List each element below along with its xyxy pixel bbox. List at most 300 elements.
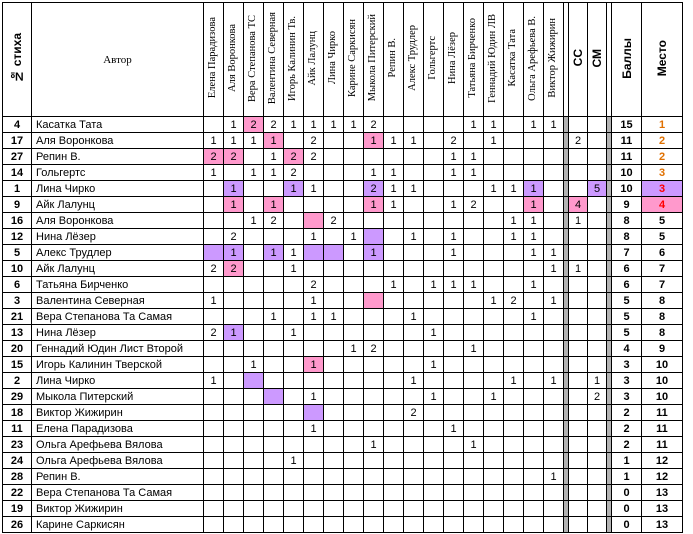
judge-score — [364, 357, 384, 373]
judge-score — [504, 117, 524, 133]
judge-score: 1 — [264, 245, 284, 261]
judge-score — [464, 453, 484, 469]
judge-score — [324, 373, 344, 389]
judge-score — [404, 245, 424, 261]
poem-number: 9 — [3, 197, 32, 213]
judge-score — [464, 373, 484, 389]
judge-score: 1 — [444, 197, 464, 213]
judge-score — [444, 517, 464, 533]
author-name: Айк Лалунц — [32, 261, 204, 277]
judge-score — [204, 357, 224, 373]
author-name: Репин В. — [32, 469, 204, 485]
judge-score — [204, 309, 224, 325]
judge-score: 1 — [444, 149, 464, 165]
judge-score: 2 — [404, 405, 424, 421]
judge-score — [384, 309, 404, 325]
cm-score — [588, 341, 607, 357]
total-score: 2 — [612, 421, 642, 437]
judge-score: 2 — [264, 213, 284, 229]
judge-score: 2 — [304, 149, 324, 165]
judge-score — [384, 421, 404, 437]
table-row — [3, 197, 683, 213]
judge-score — [264, 277, 284, 293]
table-row — [3, 229, 683, 245]
author-name: Аля Воронкова — [32, 213, 204, 229]
poem-number: 18 — [3, 405, 32, 421]
cm-score — [588, 245, 607, 261]
judge-score — [224, 469, 244, 485]
judge-score: 1 — [224, 197, 244, 213]
judge-score: 1 — [464, 277, 484, 293]
cm-score — [588, 421, 607, 437]
judge-score — [444, 293, 464, 309]
judge-score: 2 — [284, 165, 304, 181]
judge-score — [484, 277, 504, 293]
judge-score — [484, 485, 504, 501]
table-row — [3, 341, 683, 357]
judge-score: 1 — [484, 293, 504, 309]
judge-score — [504, 357, 524, 373]
judge-score: 1 — [244, 213, 264, 229]
header-judge: Вера Степанова ТС — [244, 3, 264, 117]
judge-score: 1 — [264, 133, 284, 149]
poem-number: 27 — [3, 149, 32, 165]
judge-score — [324, 229, 344, 245]
judge-score — [344, 245, 364, 261]
judge-score — [284, 373, 304, 389]
judge-score — [264, 421, 284, 437]
judge-score — [504, 245, 524, 261]
judge-score — [304, 165, 324, 181]
author-name: Виктор Жижирин — [32, 501, 204, 517]
judge-score — [484, 261, 504, 277]
judge-score: 1 — [344, 117, 364, 133]
judge-score — [244, 181, 264, 197]
judge-score — [424, 261, 444, 277]
judge-score — [284, 309, 304, 325]
judge-score — [204, 277, 224, 293]
judge-score — [464, 469, 484, 485]
judge-score — [344, 277, 364, 293]
judge-score — [204, 197, 224, 213]
judge-score — [364, 149, 384, 165]
judge-score — [504, 277, 524, 293]
poem-number: 12 — [3, 229, 32, 245]
judge-score: 1 — [524, 197, 544, 213]
judge-score — [524, 453, 544, 469]
author-name: Нина Лёзер — [32, 229, 204, 245]
judge-score: 1 — [384, 181, 404, 197]
author-name: Касатка Тата — [32, 117, 204, 133]
judge-score — [384, 261, 404, 277]
judge-score — [324, 245, 344, 261]
judge-score — [504, 437, 524, 453]
judge-score — [344, 517, 364, 533]
judge-score — [484, 325, 504, 341]
judge-score — [504, 309, 524, 325]
judge-score — [344, 325, 364, 341]
judge-score — [544, 501, 564, 517]
judge-score — [344, 389, 364, 405]
judge-score — [464, 325, 484, 341]
judge-score — [244, 389, 264, 405]
header-num — [3, 3, 32, 117]
judge-score: 2 — [304, 277, 324, 293]
place: 5 — [642, 213, 683, 229]
judge-score: 2 — [444, 133, 464, 149]
judge-score — [384, 293, 404, 309]
judge-score — [544, 309, 564, 325]
judge-score: 1 — [384, 197, 404, 213]
table-row — [3, 485, 683, 501]
judge-score — [324, 357, 344, 373]
judge-score — [424, 421, 444, 437]
place: 3 — [642, 181, 683, 197]
judge-score: 1 — [504, 213, 524, 229]
poem-number: 13 — [3, 325, 32, 341]
author-name: Айк Лалунц — [32, 197, 204, 213]
cc-score — [569, 277, 588, 293]
judge-score — [304, 437, 324, 453]
judge-score: 1 — [524, 181, 544, 197]
judge-score — [304, 501, 324, 517]
judge-score — [484, 341, 504, 357]
place: 8 — [642, 325, 683, 341]
judge-score — [424, 181, 444, 197]
header-judge: Валентина Северная — [264, 3, 284, 117]
total-score: 10 — [612, 165, 642, 181]
judge-score — [204, 213, 224, 229]
total-score: 8 — [612, 229, 642, 245]
judge-score: 1 — [304, 389, 324, 405]
place: 11 — [642, 421, 683, 437]
judge-score — [424, 117, 444, 133]
judge-score — [404, 517, 424, 533]
judge-score — [304, 453, 324, 469]
total-score: 11 — [612, 133, 642, 149]
judge-score — [284, 469, 304, 485]
judge-score: 1 — [304, 309, 324, 325]
judge-score — [344, 421, 364, 437]
judge-score: 2 — [224, 229, 244, 245]
judge-score — [244, 437, 264, 453]
judge-score: 1 — [264, 197, 284, 213]
judge-score: 1 — [544, 373, 564, 389]
judge-score — [204, 421, 224, 437]
judge-score — [244, 245, 264, 261]
cm-score — [588, 437, 607, 453]
cc-score — [569, 117, 588, 133]
judge-score — [304, 405, 324, 421]
judge-score — [444, 453, 464, 469]
judge-score — [524, 421, 544, 437]
judge-score — [244, 469, 264, 485]
judge-score — [424, 469, 444, 485]
judge-score — [304, 469, 324, 485]
judge-score — [204, 437, 224, 453]
poem-number: 24 — [3, 453, 32, 469]
cc-score — [569, 309, 588, 325]
cm-score — [588, 229, 607, 245]
judge-score — [424, 373, 444, 389]
judge-score — [544, 197, 564, 213]
judge-score: 1 — [524, 117, 544, 133]
judge-score — [344, 149, 364, 165]
judge-score — [324, 165, 344, 181]
judge-score — [464, 357, 484, 373]
cm-score — [588, 309, 607, 325]
total-score: 2 — [612, 405, 642, 421]
judge-score — [344, 133, 364, 149]
judge-score — [424, 229, 444, 245]
cc-score — [569, 245, 588, 261]
judge-score: 1 — [464, 117, 484, 133]
judge-score: 1 — [524, 245, 544, 261]
place: 2 — [642, 133, 683, 149]
total-score: 7 — [612, 245, 642, 261]
judge-score — [344, 165, 364, 181]
judge-score — [344, 373, 364, 389]
judge-score — [484, 229, 504, 245]
judge-score — [344, 261, 364, 277]
judge-score: 1 — [224, 181, 244, 197]
total-score: 1 — [612, 469, 642, 485]
judge-score: 1 — [504, 229, 524, 245]
cm-score: 2 — [588, 389, 607, 405]
judge-score — [244, 405, 264, 421]
judge-score — [344, 357, 364, 373]
judge-score — [304, 213, 324, 229]
cm-score — [588, 117, 607, 133]
judge-score — [444, 389, 464, 405]
judge-score: 1 — [304, 357, 324, 373]
judge-score — [484, 245, 504, 261]
author-name: Мыкола Питерский — [32, 389, 204, 405]
table-row — [3, 469, 683, 485]
cm-score — [588, 149, 607, 165]
judge-score: 1 — [504, 181, 524, 197]
judge-score: 1 — [524, 213, 544, 229]
judge-score: 1 — [464, 341, 484, 357]
judge-score — [224, 389, 244, 405]
cm-score — [588, 133, 607, 149]
judge-score: 1 — [544, 117, 564, 133]
header-judge: Геннадий Юдин ЛВ — [484, 3, 504, 117]
judge-score — [464, 405, 484, 421]
judge-score — [264, 485, 284, 501]
table-row — [3, 437, 683, 453]
place: 11 — [642, 437, 683, 453]
judge-score — [404, 165, 424, 181]
cm-score — [588, 197, 607, 213]
judge-score — [204, 389, 224, 405]
judge-score: 2 — [324, 213, 344, 229]
poem-number: 6 — [3, 277, 32, 293]
cm-score — [588, 469, 607, 485]
judge-score — [304, 373, 324, 389]
header-num-label: № стиха — [10, 32, 24, 84]
judge-score — [404, 149, 424, 165]
judge-score — [424, 293, 444, 309]
judge-score: 1 — [204, 133, 224, 149]
table-row — [3, 149, 683, 165]
judge-score: 2 — [504, 293, 524, 309]
judge-score — [544, 213, 564, 229]
judge-score: 1 — [484, 389, 504, 405]
judge-score: 1 — [444, 421, 464, 437]
judge-score — [324, 277, 344, 293]
judge-score — [324, 501, 344, 517]
judge-score — [424, 341, 444, 357]
judge-score — [524, 325, 544, 341]
judge-score — [264, 405, 284, 421]
cm-score — [588, 277, 607, 293]
judge-score — [284, 229, 304, 245]
judge-score — [324, 293, 344, 309]
header-judge: Айк Лалунц — [304, 3, 324, 117]
judge-score: 1 — [304, 117, 324, 133]
cc-score — [569, 357, 588, 373]
cc-score — [569, 389, 588, 405]
judge-score — [424, 517, 444, 533]
judge-score — [424, 405, 444, 421]
total-score: 1 — [612, 453, 642, 469]
total-score: 5 — [612, 325, 642, 341]
judge-score — [244, 501, 264, 517]
header-judge: Касатка Тата — [504, 3, 524, 117]
judge-score: 1 — [344, 341, 364, 357]
judge-score — [424, 485, 444, 501]
judge-score: 1 — [424, 389, 444, 405]
poem-number: 5 — [3, 245, 32, 261]
header-author-label: Автор — [103, 53, 132, 66]
judge-score: 1 — [404, 309, 424, 325]
judge-score: 1 — [364, 245, 384, 261]
judge-score: 1 — [524, 309, 544, 325]
table-row — [3, 277, 683, 293]
judge-score — [384, 405, 404, 421]
table-row — [3, 213, 683, 229]
judge-score — [404, 293, 424, 309]
place: 10 — [642, 357, 683, 373]
cc-score — [569, 181, 588, 197]
judge-score: 1 — [224, 117, 244, 133]
table-row — [3, 373, 683, 389]
judge-score — [204, 341, 224, 357]
total-score: 5 — [612, 293, 642, 309]
judge-score — [344, 501, 364, 517]
judge-score — [284, 485, 304, 501]
judge-score: 2 — [264, 117, 284, 133]
judge-score: 2 — [364, 181, 384, 197]
total-score: 0 — [612, 501, 642, 517]
cm-score — [588, 357, 607, 373]
judge-score: 1 — [364, 437, 384, 453]
judge-score — [324, 453, 344, 469]
judge-score — [304, 197, 324, 213]
judge-score — [544, 405, 564, 421]
judge-score — [544, 277, 564, 293]
header-judge: Репин В. — [384, 3, 404, 117]
judge-score — [324, 197, 344, 213]
judge-score: 1 — [404, 229, 424, 245]
judge-score — [224, 421, 244, 437]
place: 13 — [642, 485, 683, 501]
judge-score — [404, 501, 424, 517]
judge-score — [244, 229, 264, 245]
judge-score — [484, 501, 504, 517]
judge-score: 2 — [204, 261, 224, 277]
judge-score — [404, 437, 424, 453]
judge-score — [504, 405, 524, 421]
judge-score — [324, 421, 344, 437]
judge-score: 1 — [444, 165, 464, 181]
judge-score — [444, 325, 464, 341]
judge-score — [464, 213, 484, 229]
header-judge: Игорь Калинин Тв. — [284, 3, 304, 117]
poem-number: 22 — [3, 485, 32, 501]
judge-score — [444, 501, 464, 517]
judge-score — [244, 197, 264, 213]
total-score: 15 — [612, 117, 642, 133]
cc-score: 1 — [569, 261, 588, 277]
judge-score: 2 — [204, 325, 224, 341]
poem-number: 23 — [3, 437, 32, 453]
table-row — [3, 517, 683, 533]
author-name: Валентина Северная — [32, 293, 204, 309]
cm-score — [588, 165, 607, 181]
total-score: 0 — [612, 485, 642, 501]
header-row — [3, 3, 683, 117]
judge-score — [264, 517, 284, 533]
author-name: Игорь Калинин Тверской — [32, 357, 204, 373]
header-judge: Лина Чирко — [324, 3, 344, 117]
judge-score — [264, 229, 284, 245]
poem-number: 21 — [3, 309, 32, 325]
header-judge: Карине Саркисян — [344, 3, 364, 117]
cm-score — [588, 501, 607, 517]
judge-score: 1 — [424, 277, 444, 293]
poem-number: 29 — [3, 389, 32, 405]
judge-score — [284, 389, 304, 405]
place: 11 — [642, 405, 683, 421]
poem-number: 11 — [3, 421, 32, 437]
author-name: Алекс Трудлер — [32, 245, 204, 261]
judge-score — [324, 389, 344, 405]
place: 10 — [642, 389, 683, 405]
judge-score — [344, 197, 364, 213]
cc-score — [569, 517, 588, 533]
poem-number: 14 — [3, 165, 32, 181]
judge-score — [544, 357, 564, 373]
judge-score — [344, 453, 364, 469]
judge-score — [364, 277, 384, 293]
cc-score: 1 — [569, 213, 588, 229]
judge-score: 1 — [244, 133, 264, 149]
judge-score — [524, 357, 544, 373]
cc-score — [569, 421, 588, 437]
judge-score — [284, 421, 304, 437]
judge-score: 1 — [524, 229, 544, 245]
table-row — [3, 165, 683, 181]
judge-score — [224, 277, 244, 293]
judge-score: 1 — [404, 181, 424, 197]
judge-score — [364, 517, 384, 533]
judge-score — [304, 341, 324, 357]
judge-score — [264, 389, 284, 405]
judge-score: 1 — [504, 373, 524, 389]
cm-score — [588, 293, 607, 309]
